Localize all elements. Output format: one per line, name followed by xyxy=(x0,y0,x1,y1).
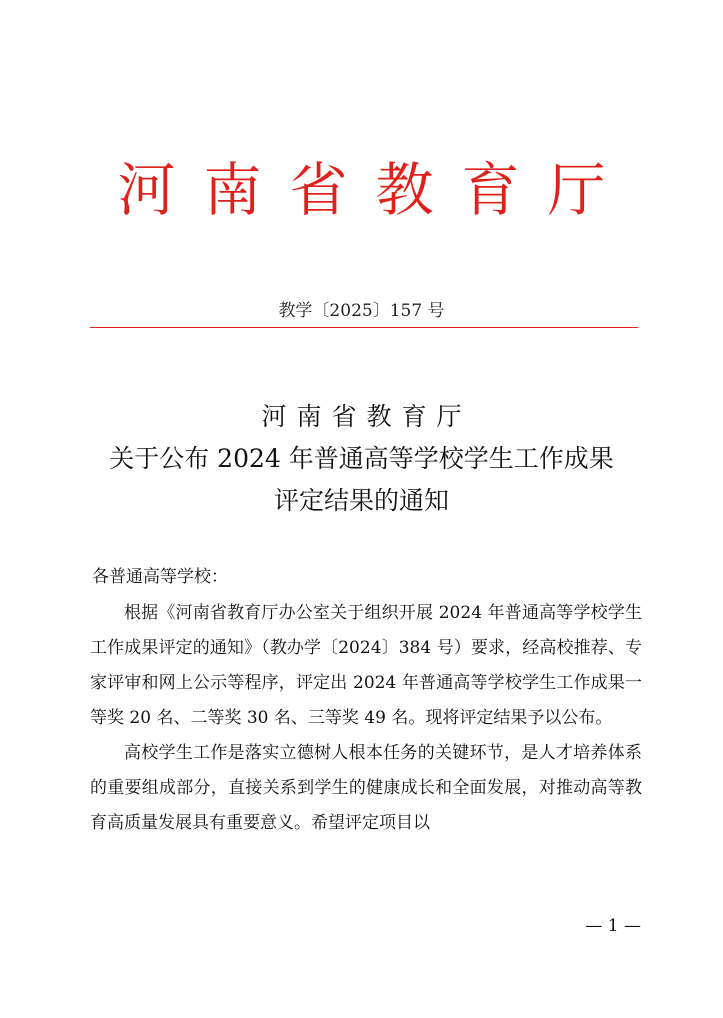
body-text xyxy=(90,596,642,841)
title-line-subject: 关于公布 2024 年普通高等学校学生工作成果 xyxy=(109,444,614,473)
issuer-masthead: 河南省教育厅 xyxy=(117,156,634,224)
title-line-type: 评定结果的通知 xyxy=(273,486,449,515)
page-number: — 1 — xyxy=(585,916,641,936)
salutation: 各普通高等学校： xyxy=(92,567,228,587)
body-paragraph: 根据《河南省教育厅办公室关于组织开展 2024 年普通高等学校学生工作成果评定的通知》（教办学〔2024〕384 号）要求，经高校推荐、专家评审和网上公示等程序，评定出 2024 年普通高等学校学生工作成果一等奖 20 名、二等奖 30 名、三等奖 49 名。现将评定结果予以公布。 xyxy=(90,603,642,728)
document-title xyxy=(60,396,663,522)
document-number: 教学〔2025〕157 号 xyxy=(278,301,445,321)
body-paragraph: 高校学生工作是落实立德树人根本任务的关键环节，是人才培养体系的重要组成部分，直接关系到学生的健康成长和全面发展，对推动高等教育高质量发展具有重要意义。希望评定项目以 xyxy=(90,743,642,833)
red-divider-line xyxy=(90,327,638,328)
title-line-issuer: 河南省教育厅 xyxy=(261,402,472,431)
